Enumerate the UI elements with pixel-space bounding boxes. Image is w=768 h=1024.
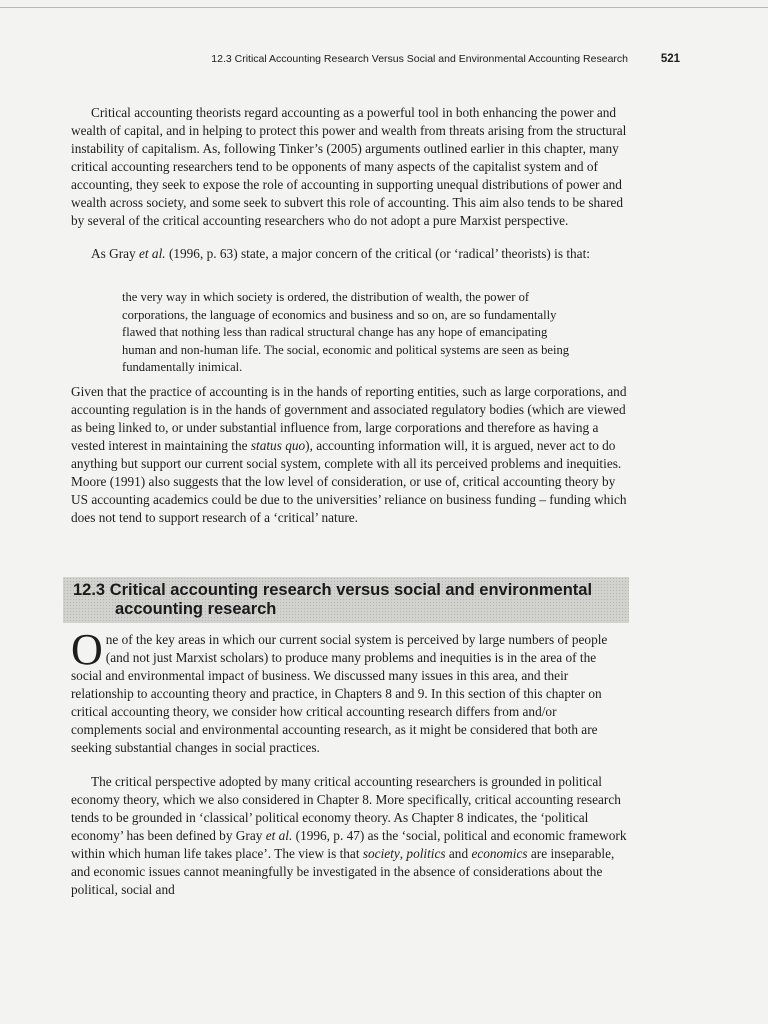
paragraph-2-rest: (1996, p. 63) state, a major concern of the critical (or ‘radical’ theorists) is that: bbox=[168, 246, 590, 261]
paragraph-5 bbox=[71, 773, 629, 899]
paragraph-2-lead: As Gray bbox=[91, 246, 136, 261]
paragraph-5-etal: et al. bbox=[265, 828, 293, 843]
section-number: 12.3 bbox=[73, 581, 106, 599]
paragraph-5-politics: politics bbox=[406, 846, 446, 861]
paragraph-5-lead: The critical perspective adopted by many critical accounting researchers is grounded in political economy theory, which we also considered in Chapter 8. More specifically, critical accounting research tends to be grounded in ‘classical’ political economy theory. As Chapter 8 indicates, the ‘political economy’ has been defined by Gray bbox=[71, 774, 621, 843]
section-heading bbox=[73, 581, 623, 619]
paragraph-5-and: and bbox=[448, 846, 469, 861]
paragraph-5-society: society bbox=[362, 846, 400, 861]
paragraph-3-rest: ), accounting information will, it is argued, never act to do anything but support our current social system, complete with all its perceived problems and inequities. Moore (1991) also suggests that the low level of consideration, or use of, critical accounting theory by US accounting academics could be due to the universities’ reliance on business funding – funding which does not tend to support research of a ‘critical’ nature. bbox=[71, 438, 627, 525]
paragraph-2-etal: et al. bbox=[139, 246, 166, 261]
block-quote: the very way in which society is ordered, the distribution of wealth, the power of corporations, the language of economics and business and so on, are so fundamentally flawed that nothing less than radical structural change has any hope of emancipating human and non-human life. The social, economic and political systems are seen as being fundamentally inimical. bbox=[122, 290, 570, 374]
paragraph-3 bbox=[71, 383, 629, 527]
section-title-line-1: Critical accounting research versus social and environmental bbox=[109, 581, 593, 599]
paragraph-5-economics: economics bbox=[471, 846, 528, 861]
paragraph-5-mid: (1996, p. 47) as the ‘social, political and economic framework within which human life takes place’. The view is that bbox=[71, 828, 627, 861]
paragraph-5-end: are inseparable, and economic issues cannot meaningfully be investigated in the absence of considerations about the political, social and bbox=[71, 846, 615, 897]
paragraph-3-status-quo: status quo bbox=[250, 438, 306, 453]
paragraph-1: Critical accounting theorists regard accounting as a powerful tool in both enhancing the power and wealth of capital, and in helping to protect this power and wealth from threats arising from the structural instability of capitalism. As, following Tinker’s (2005) arguments outlined earlier in this chapter, many critical accounting researchers tend to be opponents of many aspects of the capitalist system and of accounting, they seek to expose the role of accounting in supporting unequal distributions of power and wealth across society, and some seek to subvert this role of accounting. This aim also tends to be shared by several of the critical accounting researchers who do not adopt a pure Marxist perspective. bbox=[71, 105, 627, 228]
page-number: 521 bbox=[660, 53, 680, 65]
paragraph-4-text: ne of the key areas in which our current social system is perceived by large numbers of people (and not just Marxist scholars) to produce many problems and inequities is in the area of the social and environmental impact of business. We discussed many issues in this area, and their relationship to accounting theory and practice, in Chapters 8 and 9. In this section of this chapter on critical accounting theory, we consider how critical accounting research differs from and/or complements social and environmental accounting research, as it might be considered that both are seeking substantial changes in social practices. bbox=[71, 632, 608, 755]
page-edge-line bbox=[0, 7, 768, 8]
paragraph-5-comma: , bbox=[399, 846, 404, 861]
running-head-title: 12.3 Critical Accounting Research Versus Social and Environmental Accounting Research bbox=[211, 53, 628, 65]
section-title-line-2: accounting research bbox=[115, 600, 277, 618]
drop-cap-letter: O bbox=[71, 625, 103, 674]
paragraph-2 bbox=[71, 245, 629, 263]
paragraph-4 bbox=[71, 625, 629, 757]
paragraph-3-lead: Given that the practice of accounting is in the hands of reporting entities, such as large corporations, and accounting regulation is in the hands of government and associated regulatory bodies (which are viewed as being linked to, or under substantial influence from, large corporations and therefore as having a vested interest in maintaining the bbox=[71, 384, 627, 453]
running-head bbox=[70, 53, 680, 69]
